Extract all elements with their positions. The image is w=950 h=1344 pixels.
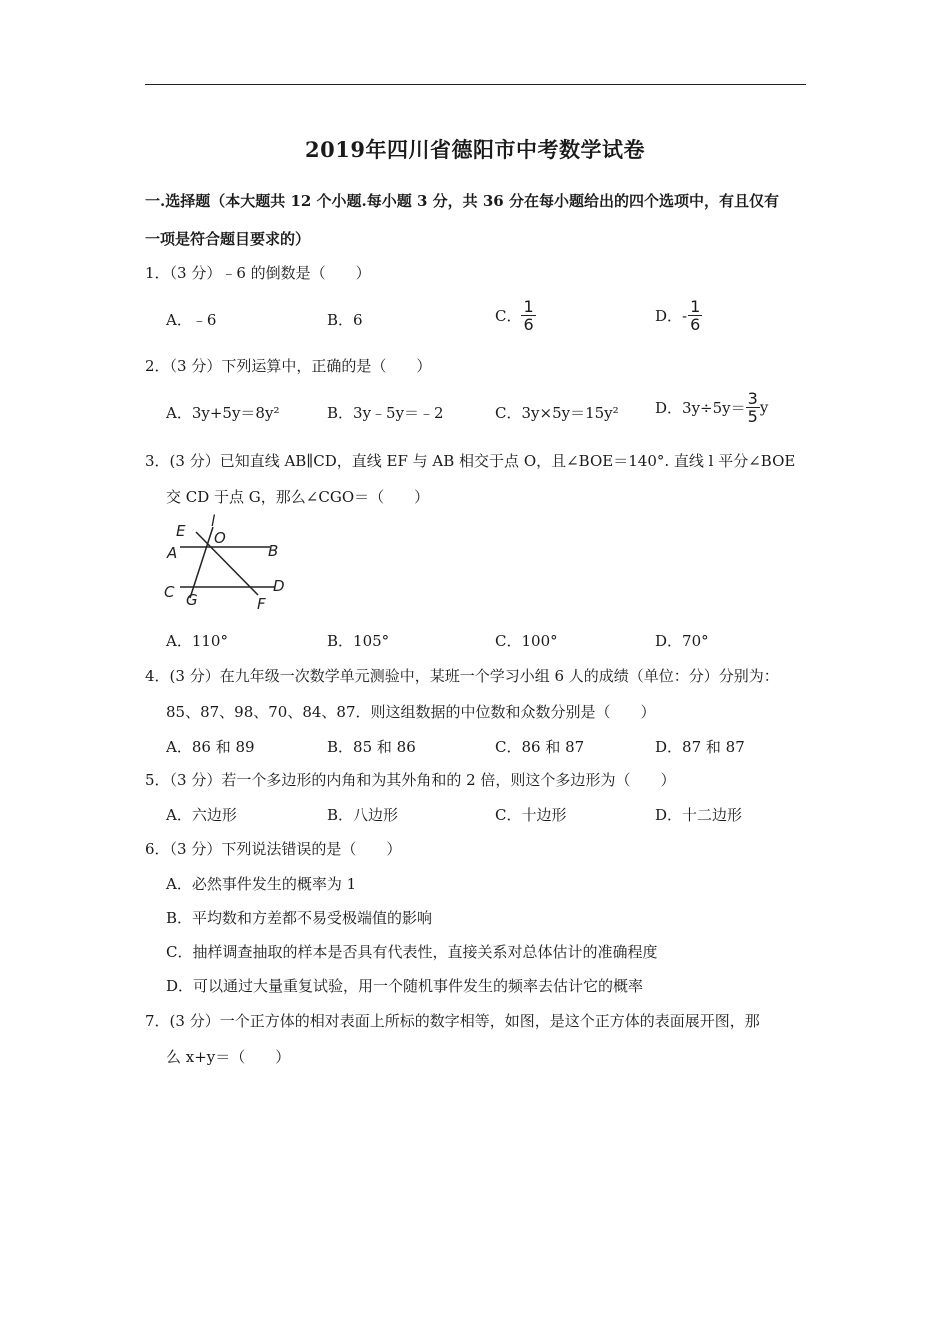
q3-option-a: A．110°: [166, 632, 228, 650]
q7-stem-line2: 么 x+y＝（ ）: [166, 1048, 291, 1066]
q6-option-c: C．抽样调查抽取的样本是否具有代表性，直接关系对总体估计的准确程度: [166, 943, 658, 961]
fraction-denominator: 6: [690, 315, 701, 334]
line-ef: [196, 532, 258, 595]
fraction-denominator: 5: [747, 407, 758, 426]
label-c: C: [164, 583, 175, 601]
q2-option-a: A．3y+5y＝8y²: [166, 404, 280, 422]
q2-option-d-suffix: y: [759, 398, 769, 417]
q1-option-c: [495, 298, 536, 333]
q3-option-d: D．70°: [655, 632, 709, 650]
q1-option-b: B．6: [327, 311, 363, 329]
label-l: l: [211, 512, 216, 530]
fraction-numerator: 3: [747, 389, 758, 408]
q2-option-b: B．3y﹣5y＝﹣2: [327, 404, 444, 422]
q4-option-a: A．86 和 89: [166, 738, 255, 756]
q5-stem: 5．（3 分）若一个多边形的内角和为其外角和的 2 倍，则这个多边形为（ ）: [145, 771, 676, 789]
q5-option-c: C．十边形: [495, 806, 567, 824]
label-f: F: [257, 595, 266, 613]
q2-option-c: C．3y×5y＝15y²: [495, 404, 619, 422]
q2-option-d-prefix: D．3y÷5y＝: [655, 399, 746, 417]
q4-option-b: B．85 和 86: [327, 738, 416, 756]
q3-option-b: B．105°: [327, 632, 390, 650]
q1-option-d-prefix: D．: [655, 307, 683, 325]
q4-stem-line2: 85、87、98、70、84、87．则这组数据的中位数和众数分别是（ ）: [166, 703, 656, 721]
q1-option-d: [655, 298, 702, 333]
q4-option-d: D．87 和 87: [655, 738, 745, 756]
label-e: E: [176, 522, 186, 540]
q3-option-c: C．100°: [495, 632, 558, 650]
negative-sign: -: [682, 306, 688, 325]
q3-stem-line1: 3．(3 分）已知直线 AB∥CD，直线 EF 与 AB 相交于点 O，且∠BOE＝140°. 直线 l 平分∠BOE: [145, 452, 796, 470]
q6-option-a: A．必然事件发生的概率为 1: [166, 875, 357, 893]
parallel-lines-figure: [160, 512, 295, 615]
q1-option-c-prefix: C．: [495, 307, 522, 325]
q5-option-d: D．十二边形: [655, 806, 743, 824]
q6-stem: 6．（3 分）下列说法错误的是（ ）: [145, 840, 402, 858]
q2-stem: 2．（3 分）下列运算中，正确的是（ ）: [145, 357, 432, 375]
q3-stem-line2: 交 CD 于点 G，那么∠CGO＝（ ）: [166, 488, 430, 506]
q5-option-a: A．六边形: [166, 806, 237, 824]
q4-option-c: C．86 和 87: [495, 738, 585, 756]
label-o: O: [214, 529, 226, 547]
label-a: A: [167, 544, 178, 562]
q2-option-d-fraction: [746, 390, 760, 425]
q5-option-b: B．八边形: [327, 806, 399, 824]
q1-option-c-fraction: [521, 298, 535, 333]
label-b: B: [268, 542, 279, 560]
fraction-numerator: 1: [690, 297, 701, 316]
section-heading-line1: 一.选择题（本大题共 12 个小题.每小题 3 分，共 36 分在每小题给出的四个选项中，有且仅有: [145, 192, 779, 210]
q1-stem: 1．（3 分）﹣6 的倒数是（ ）: [145, 264, 371, 282]
label-g: G: [186, 591, 198, 609]
section-heading-line2: 一项是符合题目要求的）: [145, 230, 311, 248]
paper-title: 2019年四川省德阳市中考数学试卷: [305, 137, 645, 162]
q6-option-b: B．平均数和方差都不易受极端值的影响: [166, 909, 433, 927]
q6-option-d: D．可以通过大量重复试验，用一个随机事件发生的频率去估计它的概率: [166, 977, 644, 995]
label-d: D: [273, 577, 285, 595]
fraction-denominator: 6: [523, 315, 534, 334]
q1-option-d-fraction: [688, 298, 702, 333]
header-rule: [145, 84, 806, 85]
q4-stem-line1: 4．(3 分）在九年级一次数学单元测验中，某班一个学习小组 6 人的成绩（单位：分）分别为：: [145, 667, 779, 685]
q1-option-a: A．﹣6: [166, 311, 217, 329]
q2-option-d: [655, 390, 768, 425]
q7-stem-line1: 7．(3 分）一个正方体的相对表面上所标的数字相等，如图，是这个正方体的表面展开图，那: [145, 1012, 760, 1030]
fraction-numerator: 1: [523, 297, 534, 316]
